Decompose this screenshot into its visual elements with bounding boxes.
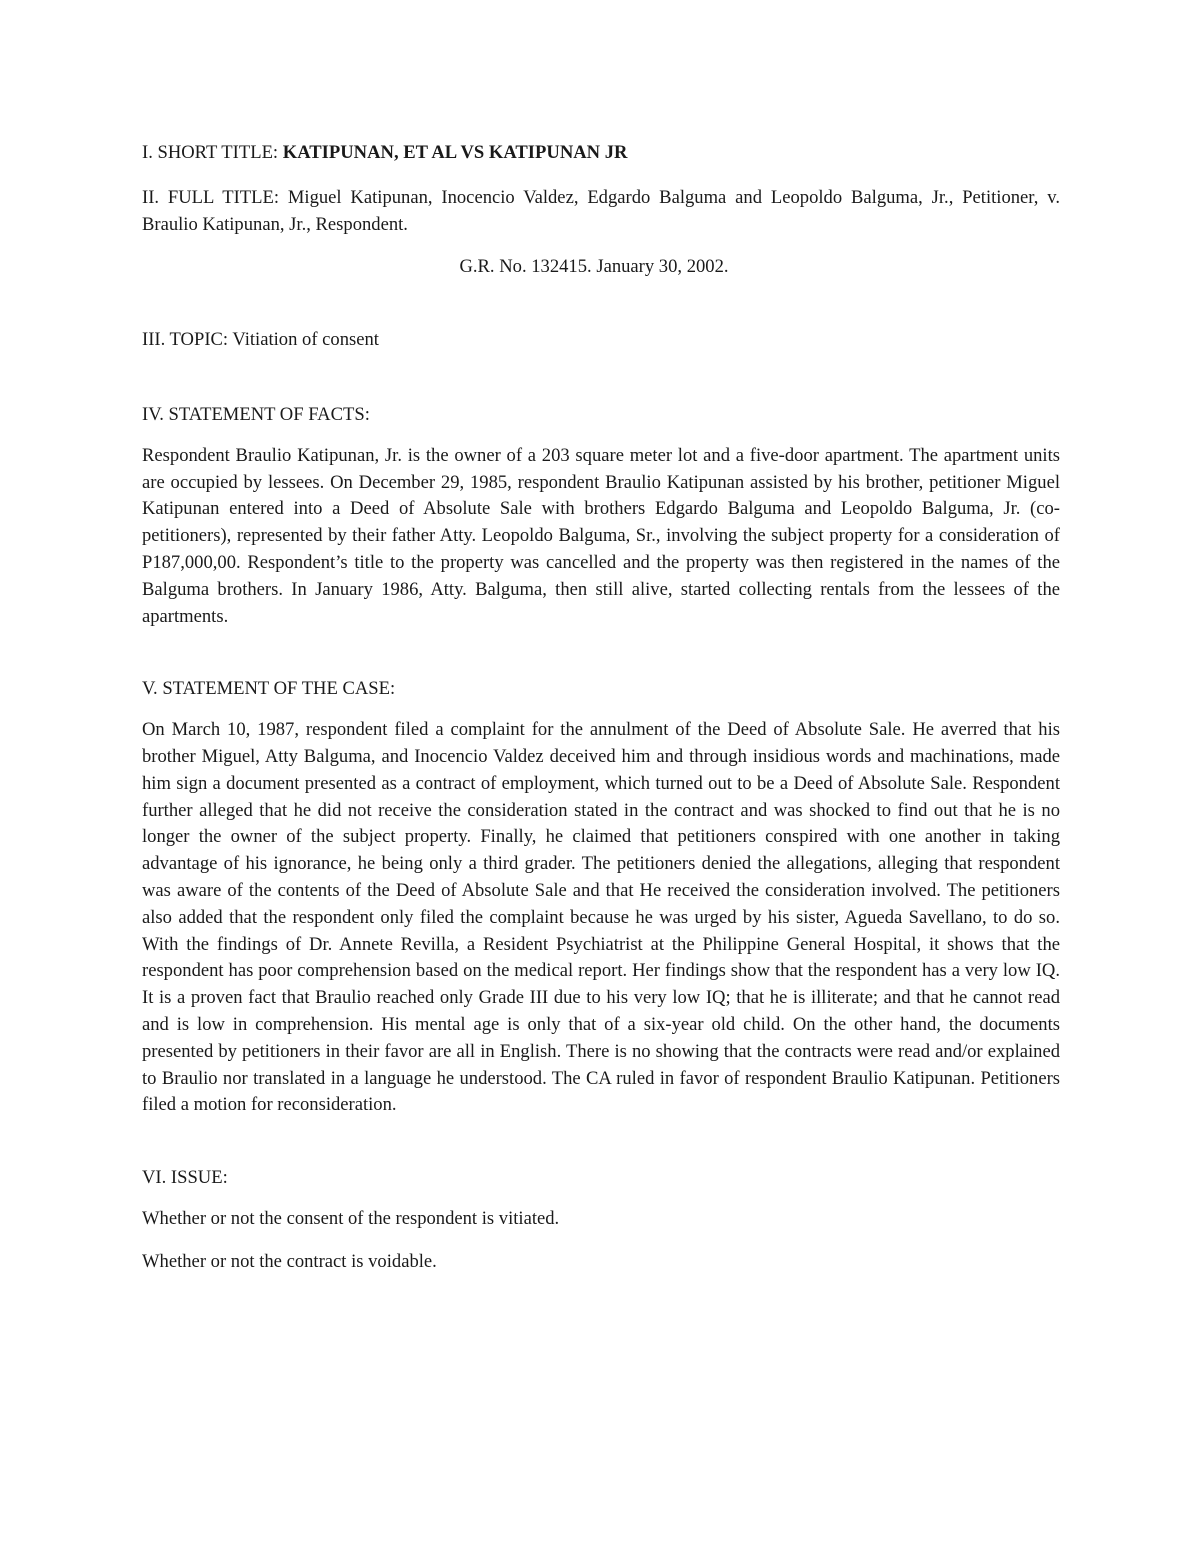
full-title: II. FULL TITLE: Miguel Katipunan, Inocencio Valdez, Edgardo Balguma and Leopoldo Balguma, Jr., Petitioner, v. Braulio Katipunan, Jr., Respondent. — [142, 186, 1060, 235]
facts-paragraph: Respondent Braulio Katipunan, Jr. is the owner of a 203 square meter lot and a five-door apartment. The apartment units are occupied by lessees. On December 29, 1985, respondent Braulio Katipunan assisted by his brother, petitioner Miguel Katipunan entered into a Deed of Absolute Sale with brothers Edgardo Balguma and Leopoldo Balguma, Jr. (co-petitioners), represented by their father Atty. Leopoldo Balguma, Sr., involving the subject property for a consideration of P187,000,00. Respondent’s title to the property was cancelled and the property was then registered in the names of the Balguma brothers. In January 1986, Atty. Balguma, then still alive, started collecting rentals from the lessees of the apartments. — [142, 444, 1060, 627]
short-title — [142, 140, 1060, 167]
issue-item: Whether or not the consent of the respondent is vitiated. — [142, 1207, 560, 1229]
case-heading: V. STATEMENT OF THE CASE: — [142, 678, 396, 700]
short-title-label: I. SHORT TITLE: — [142, 142, 283, 163]
gr-number: G.R. No. 132415. January 30, 2002. — [459, 256, 729, 278]
case-paragraph: On March 10, 1987, respondent filed a complaint for the annulment of the Deed of Absolute Sale. He averred that his brother Miguel, Atty Balguma, and Inocencio Valdez deceived him and through insidious words and machinations, made him sign a document presented as a contract of employment, which turned out to be a Deed of Absolute Sale. Respondent further alleged that he did not receive the consideration stated in the contract and was shocked to find out that he is no longer the owner of the subject property. Finally, he claimed that petitioners conspired with one another in taking advantage of his ignorance, he being only a third grader. The petitioners denied the allegations, alleging that respondent was aware of the contents of the Deed of Absolute Sale and that He received the consideration involved. The petitioners also added that the respondent only filed the complaint because he was urged by his sister, Agueda Savellano, to do so. With the findings of Dr. Annete Revilla, a Resident Psychiatrist at the Philippine General Hospital, it shows that the respondent has poor comprehension based on the medical report. Her findings show that the respondent has a very low IQ. It is a proven fact that Braulio reached only Grade III due to his very low IQ; that he is illiterate; and that he cannot read and is low in comprehension. His mental age is only that of a six-year old child. On the other hand, the documents presented by petitioners in their favor are all in English. There is no showing that the contracts were read and/or explained to Braulio nor translated in a language he understood. The CA ruled in favor of respondent Braulio Katipunan. Petitioners filed a motion for reconsideration. — [142, 719, 1060, 1116]
issue-item: Whether or not the contract is voidable. — [142, 1250, 437, 1272]
facts-heading: IV. STATEMENT OF FACTS: — [142, 403, 370, 425]
issue-heading: VI. ISSUE: — [142, 1167, 228, 1189]
document-page — [142, 140, 1060, 1276]
short-title-value: KATIPUNAN, ET AL VS KATIPUNAN JR — [282, 142, 628, 163]
topic-heading: III. TOPIC: Vitiation of consent — [142, 329, 379, 351]
